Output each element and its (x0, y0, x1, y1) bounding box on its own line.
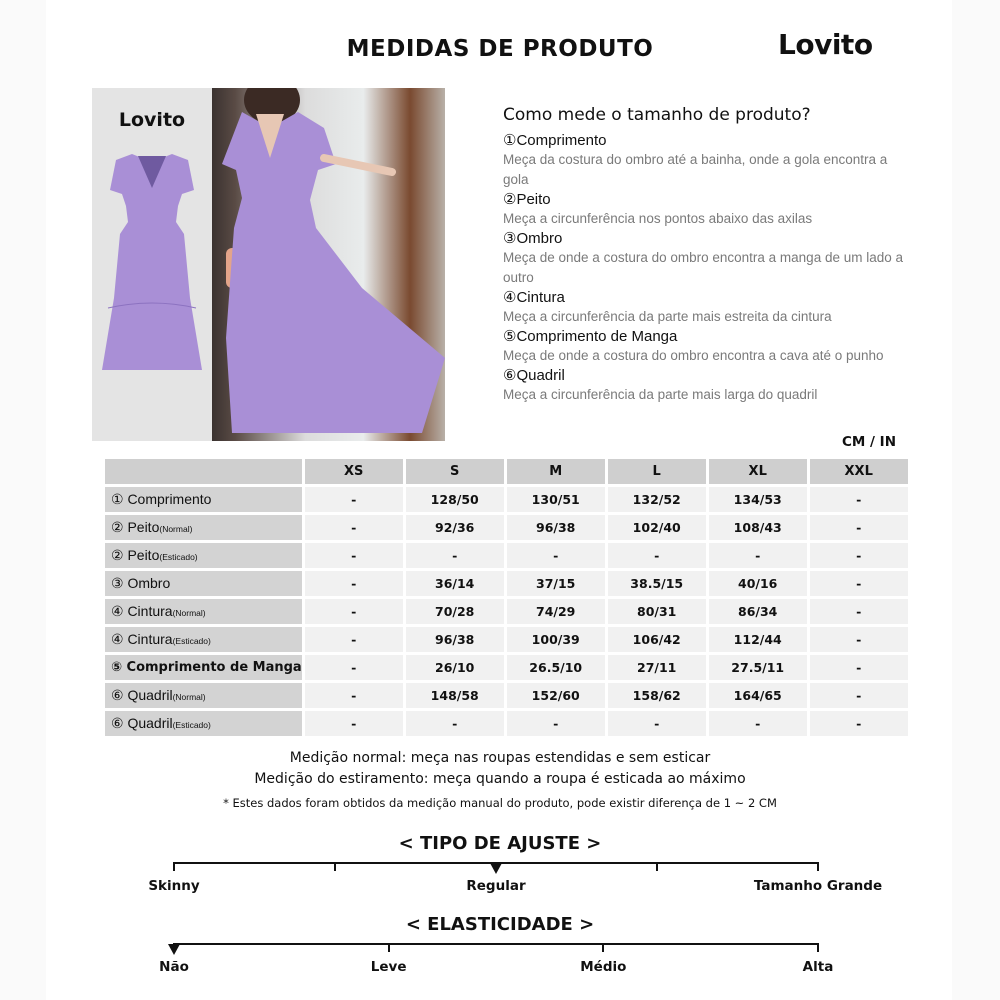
elasticity-label: Médio (580, 959, 627, 975)
row-label-text: ② Peito (111, 519, 160, 535)
row-label (105, 711, 302, 736)
table-cell: 132/52 (608, 487, 706, 512)
table-cell: - (305, 655, 403, 680)
guide-item (503, 366, 903, 405)
table-cell: - (406, 543, 504, 568)
table-row (105, 599, 908, 624)
table-cell: - (507, 543, 605, 568)
elasticity-label: Não (159, 959, 189, 975)
table-cell: 102/40 (608, 515, 706, 540)
table-cell: 80/31 (608, 599, 706, 624)
row-label-qualifier: (Normal) (172, 608, 206, 618)
table-row (105, 487, 908, 512)
fit-tick (656, 862, 658, 871)
table-row (105, 711, 908, 736)
table-cell: - (810, 487, 908, 512)
elasticity-selected-marker-icon (168, 944, 180, 955)
table-header-row (105, 459, 908, 484)
table-cell: - (709, 543, 807, 568)
table-cell: - (305, 683, 403, 708)
size-header: XXL (810, 459, 908, 484)
fit-label: Skinny (148, 878, 200, 894)
table-cell: - (810, 655, 908, 680)
row-label-text: ④ Cintura (111, 603, 173, 619)
fit-label: Tamanho Grande (753, 878, 883, 894)
page-title: MEDIDAS DE PRODUTO (346, 36, 654, 62)
table-cell: 152/60 (507, 683, 605, 708)
table-cell: - (810, 627, 908, 652)
table-cell: 96/38 (507, 515, 605, 540)
table-cell: - (305, 571, 403, 596)
table-cell: - (810, 515, 908, 540)
table-cell: - (709, 711, 807, 736)
table-corner (105, 459, 302, 484)
row-label-text: ① Comprimento (111, 491, 212, 507)
guide-heading: ①Comprimento (503, 132, 607, 149)
table-row (105, 655, 908, 680)
table-cell: 158/62 (608, 683, 706, 708)
elasticity-scale-line (174, 943, 818, 945)
row-label (105, 683, 302, 708)
row-label (105, 487, 302, 512)
table-cell: 70/28 (406, 599, 504, 624)
footnote: * Estes dados foram obtidos da medição manual do produto, pode existir diferença de 1 ~ 2 CM (223, 796, 777, 810)
table-row (105, 515, 908, 540)
fit-label: Regular (466, 878, 526, 894)
table-cell: - (305, 711, 403, 736)
guide-text: Meça a circunferência da parte mais larga do quadril (503, 387, 818, 402)
table-cell: 108/43 (709, 515, 807, 540)
table-cell: 38.5/15 (608, 571, 706, 596)
table-cell: 96/38 (406, 627, 504, 652)
table-cell: 100/39 (507, 627, 605, 652)
product-model-image (212, 88, 445, 441)
guide-item (503, 229, 903, 288)
table-row (105, 571, 908, 596)
table-cell: 106/42 (608, 627, 706, 652)
measurement-notes (0, 748, 1000, 810)
dress-illustration (98, 148, 206, 378)
guide-text: Meça de onde a costura do ombro encontra a cava até o punho (503, 348, 884, 363)
fit-title: < TIPO DE AJUSTE > (398, 833, 602, 854)
table-row (105, 683, 908, 708)
guide-text: Meça a circunferência nos pontos abaixo das axilas (503, 211, 813, 226)
row-label-text: ⑥ Quadril (111, 715, 173, 731)
guide-heading: ④Cintura (503, 289, 565, 306)
elasticity-tick (388, 943, 390, 952)
table-cell: 27/11 (608, 655, 706, 680)
table-cell: - (810, 543, 908, 568)
table-cell: 164/65 (709, 683, 807, 708)
size-header: M (507, 459, 605, 484)
table-cell: 92/36 (406, 515, 504, 540)
image-brand-logo: Lovito (118, 109, 186, 131)
table-cell: 130/51 (507, 487, 605, 512)
size-table (102, 456, 911, 739)
row-label-text: ② Peito (111, 547, 160, 563)
row-label-text: ④ Cintura (111, 631, 173, 647)
guide-heading: ⑥Quadril (503, 367, 565, 384)
row-label-text: ⑤ Comprimento de Manga (111, 660, 302, 675)
row-label (105, 571, 302, 596)
table-cell: 26/10 (406, 655, 504, 680)
fit-tick (817, 862, 819, 871)
table-cell: - (305, 543, 403, 568)
guide-item (503, 190, 903, 229)
row-label-qualifier: (Normal) (172, 692, 206, 702)
table-row (105, 543, 908, 568)
guide-question: Como mede o tamanho de produto? (503, 105, 811, 125)
fit-tick (334, 862, 336, 871)
product-flatlay-image (92, 88, 212, 441)
table-cell: - (810, 571, 908, 596)
fit-selected-marker-icon (490, 863, 502, 874)
elasticity-label: Alta (802, 959, 834, 975)
table-cell: 148/58 (406, 683, 504, 708)
table-cell: - (305, 515, 403, 540)
elasticity-label: Leve (370, 959, 407, 975)
table-cell: 40/16 (709, 571, 807, 596)
elasticity-tick (602, 943, 604, 952)
row-label (105, 515, 302, 540)
elasticity-tick (817, 943, 819, 952)
row-label-qualifier: (Normal) (159, 524, 193, 534)
guide-heading: ②Peito (503, 191, 551, 208)
row-label-qualifier: (Esticado) (159, 552, 198, 562)
table-cell: - (507, 711, 605, 736)
table-cell: - (305, 599, 403, 624)
elasticity-title: < ELASTICIDADE > (405, 914, 595, 935)
row-label (105, 543, 302, 568)
row-label (105, 627, 302, 652)
guide-text: Meça a circunferência da parte mais estreita da cintura (503, 309, 832, 324)
row-label (105, 599, 302, 624)
units-label: CM / IN (842, 434, 896, 450)
table-cell: 36/14 (406, 571, 504, 596)
size-header: XL (709, 459, 807, 484)
size-header: XS (305, 459, 403, 484)
guide-item (503, 327, 903, 366)
table-cell: - (305, 487, 403, 512)
row-label-qualifier: (Esticado) (172, 720, 211, 730)
row-label-text: ③ Ombro (111, 575, 171, 591)
guide-item (503, 288, 903, 327)
size-header: L (608, 459, 706, 484)
table-cell: - (608, 543, 706, 568)
guide-heading: ③Ombro (503, 230, 563, 247)
row-label-text: ⑥ Quadril (111, 687, 173, 703)
normal-note: Medição normal: meça nas roupas estendidas e sem esticar (289, 750, 711, 766)
size-header: S (406, 459, 504, 484)
stretch-note: Medição do estiramento: meça quando a roupa é esticada ao máximo (254, 771, 746, 787)
model-dress-illustration (212, 88, 445, 441)
table-cell: - (810, 599, 908, 624)
table-cell: 27.5/11 (709, 655, 807, 680)
guide-item (503, 131, 903, 190)
row-label (105, 655, 302, 680)
guide-text: Meça de onde a costura do ombro encontra a manga de um lado a outro (503, 250, 904, 285)
fit-tick (173, 862, 175, 871)
table-cell: 74/29 (507, 599, 605, 624)
guide-heading: ⑤Comprimento de Manga (503, 328, 678, 345)
table-cell: 26.5/10 (507, 655, 605, 680)
guide-text: Meça da costura do ombro até a bainha, onde a gola encontra a gola (503, 152, 888, 187)
brand-logo: Lovito (778, 28, 873, 61)
table-cell: 128/50 (406, 487, 504, 512)
table-cell: 37/15 (507, 571, 605, 596)
measurement-guide (503, 105, 903, 405)
table-cell: - (608, 711, 706, 736)
table-row (105, 627, 908, 652)
table-cell: - (810, 683, 908, 708)
row-label-qualifier: (Esticado) (172, 636, 211, 646)
table-cell: 86/34 (709, 599, 807, 624)
table-cell: - (406, 711, 504, 736)
table-cell: - (305, 627, 403, 652)
table-cell: 112/44 (709, 627, 807, 652)
table-cell: 134/53 (709, 487, 807, 512)
table-cell: - (810, 711, 908, 736)
